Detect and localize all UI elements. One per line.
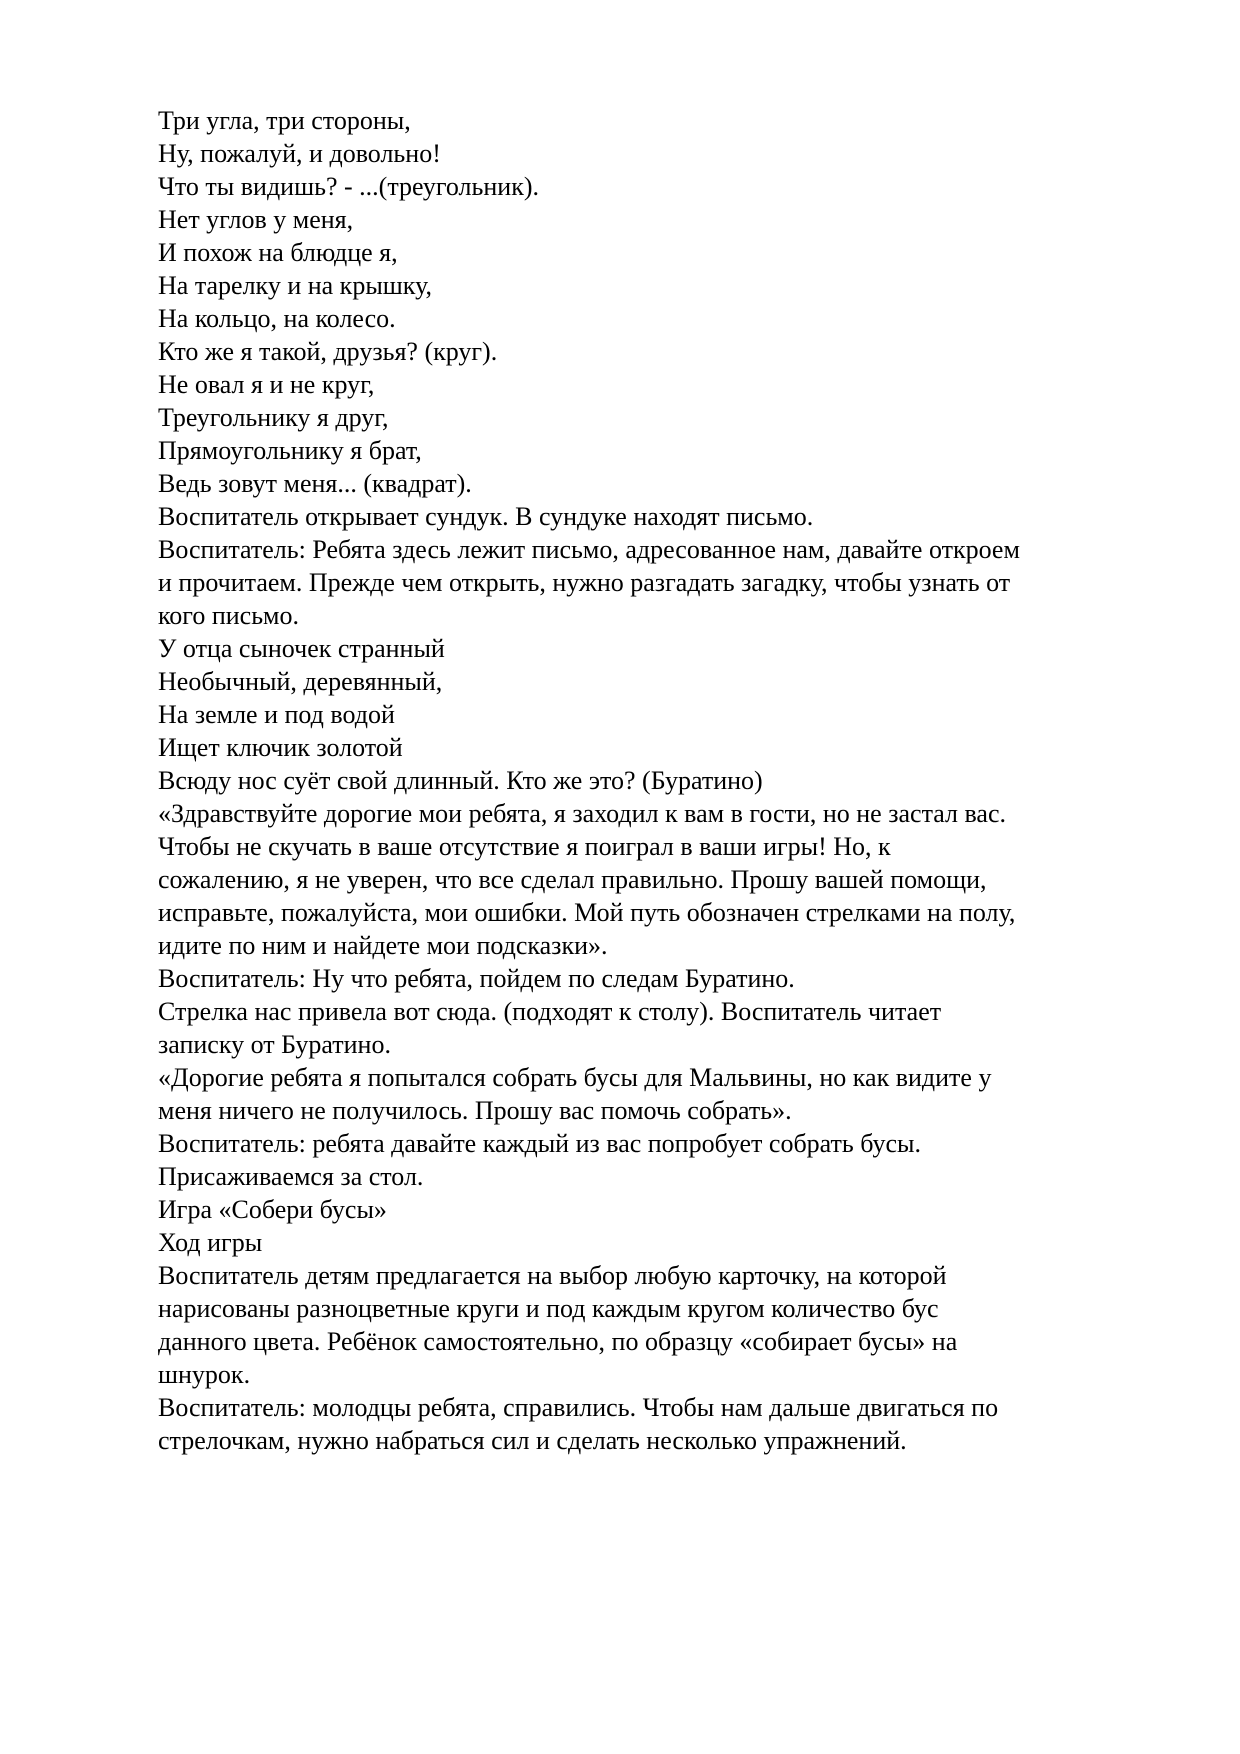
- text-line: На кольцо, на колесо.: [158, 304, 396, 333]
- text-line: идите по ним и найдете мои подсказки».: [158, 931, 608, 960]
- text-line: И похож на блюдце я,: [158, 238, 398, 267]
- text-line: Стрелка нас привела вот сюда. (подходят к столу). Воспитатель читает: [158, 997, 942, 1026]
- text-line: Ищет ключик золотой: [158, 733, 403, 762]
- text-line: Воспитатель: Ну что ребята, пойдем по следам Буратино.: [158, 964, 795, 993]
- text-line: Треугольнику я друг,: [158, 403, 389, 432]
- text-line: и прочитаем. Прежде чем открыть, нужно разгадать загадку, чтобы узнать от: [158, 568, 1011, 597]
- text-line: данного цвета. Ребёнок самостоятельно, по образцу «собирает бусы» на: [158, 1327, 958, 1356]
- text-line: Кто же я такой, друзья? (круг).: [158, 337, 498, 366]
- text-line: Игра «Собери бусы»: [158, 1195, 387, 1224]
- text-line: Воспитатель: молодцы ребята, справились. Чтобы нам дальше двигаться по: [158, 1393, 999, 1422]
- text-line: Нет углов у меня,: [158, 205, 354, 234]
- text-line: Присаживаемся за стол.: [158, 1162, 424, 1191]
- text-block: [158, 104, 1158, 1457]
- text-line: нарисованы разноцветные круги и под каждым кругом количество бус: [158, 1294, 939, 1323]
- text-line: Воспитатель: ребята давайте каждый из вас попробует собрать бусы.: [158, 1129, 922, 1158]
- text-line: Что ты видишь? - ...(треугольник).: [158, 172, 540, 201]
- text-line: Необычный, деревянный,: [158, 667, 443, 696]
- text-line: Три угла, три стороны,: [158, 106, 411, 135]
- text-line: У отца сыночек странный: [158, 634, 445, 663]
- text-line: «Здравствуйте дорогие мои ребята, я заходил к вам в гости, но не застал вас.: [158, 799, 1007, 828]
- text-line: шнурок.: [158, 1360, 251, 1389]
- text-line: Прямоугольнику я брат,: [158, 436, 422, 465]
- text-line: Воспитатель открывает сундук. В сундуке находят письмо.: [158, 502, 814, 531]
- text-line: Ведь зовут меня... (квадрат).: [158, 469, 472, 498]
- text-line: исправьте, пожалуйста, мои ошибки. Мой путь обозначен стрелками на полу,: [158, 898, 1016, 927]
- text-line: Не овал я и не круг,: [158, 370, 375, 399]
- text-line: Воспитатель детям предлагается на выбор любую карточку, на которой: [158, 1261, 947, 1290]
- text-line: На тарелку и на крышку,: [158, 271, 432, 300]
- text-line: меня ничего не получилось. Прошу вас помочь собрать».: [158, 1096, 792, 1125]
- text-line: сожалению, я не уверен, что все сделал правильно. Прошу вашей помощи,: [158, 865, 987, 894]
- text-line: Чтобы не скучать в ваше отсутствие я поиграл в ваши игры! Но, к: [158, 832, 891, 861]
- text-line: записку от Буратино.: [158, 1030, 391, 1059]
- text-line: «Дорогие ребята я попытался собрать бусы для Мальвины, но как видите у: [158, 1063, 992, 1092]
- text-line: Ну, пожалуй, и довольно!: [158, 139, 441, 168]
- text-line: Всюду нос суёт свой длинный. Кто же это? (Буратино): [158, 766, 763, 795]
- text-line: стрелочкам, нужно набраться сил и сделать несколько упражнений.: [158, 1426, 907, 1455]
- text-line: На земле и под водой: [158, 700, 395, 729]
- text-line: кого письмо.: [158, 601, 300, 630]
- text-line: Ход игры: [158, 1228, 263, 1257]
- text-line: Воспитатель: Ребята здесь лежит письмо, адресованное нам, давайте откроем: [158, 535, 1020, 564]
